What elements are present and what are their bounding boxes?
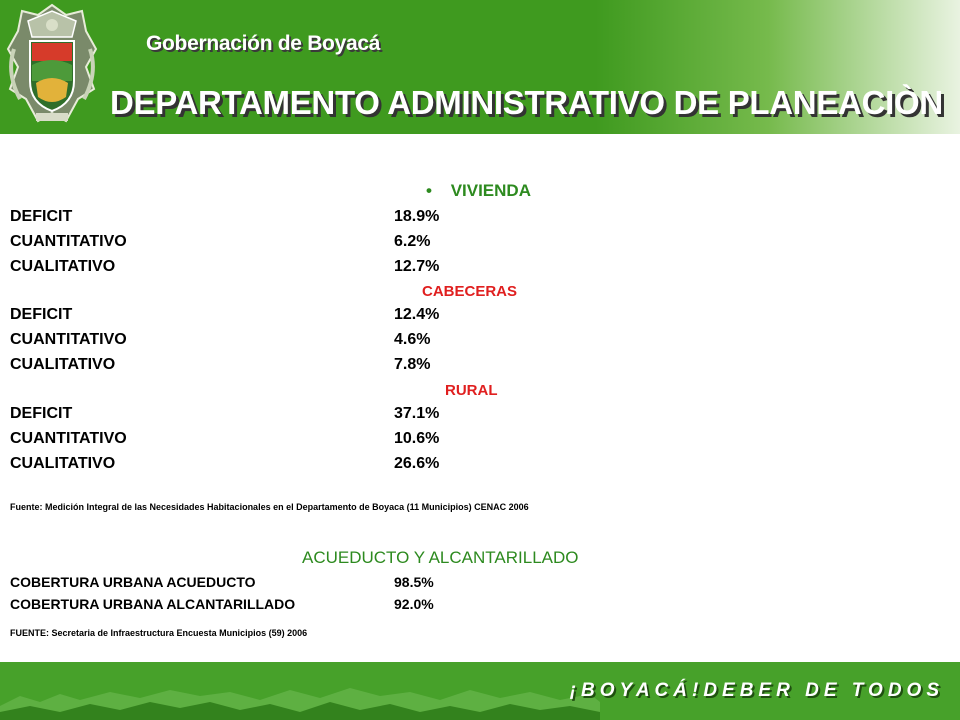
- row-label: COBERTURA URBANA ACUEDUCTO: [10, 574, 256, 590]
- row-value: 92.0%: [394, 596, 434, 612]
- row-value: 10.6%: [394, 430, 440, 447]
- cabeceras-heading: CABECERAS: [422, 283, 518, 300]
- header-banner: [0, 0, 960, 134]
- row-label: CUANTITATIVO: [10, 331, 127, 348]
- row-label: CUALITATIVO: [10, 258, 116, 275]
- table-row: [10, 306, 630, 330]
- department-title: DEPARTAMENTO ADMINISTRATIVO DE PLANEACIÒN: [110, 84, 943, 121]
- table-row: [10, 331, 630, 355]
- table-row: [10, 430, 630, 454]
- row-value: 12.4%: [394, 306, 440, 323]
- footer-banner: [0, 662, 960, 720]
- row-label: CUALITATIVO: [10, 356, 116, 373]
- table-row: [10, 208, 630, 232]
- rural-heading: RURAL: [445, 382, 498, 399]
- row-value: 37.1%: [394, 405, 440, 422]
- row-value: 18.9%: [394, 208, 440, 225]
- vivienda-title: VIVIENDA: [450, 181, 531, 200]
- org-name: Gobernación de Boyacá: [146, 32, 381, 55]
- vivienda-heading: [426, 181, 531, 201]
- row-value: 4.6%: [394, 331, 431, 348]
- row-value: 98.5%: [394, 574, 434, 590]
- row-value: 26.6%: [394, 455, 440, 472]
- source-note: Fuente: Medición Integral de las Necesidades Habitacionales en el Departamento de Boyaca (11 Municipios) CENAC 2006: [10, 502, 529, 512]
- row-label: CUALITATIVO: [10, 455, 116, 472]
- acueducto-heading: ACUEDUCTO Y ALCANTARILLADO: [302, 548, 579, 567]
- row-label: CUANTITATIVO: [10, 233, 127, 250]
- table-row: [10, 356, 630, 380]
- row-value: 12.7%: [394, 258, 440, 275]
- table-row: [10, 233, 630, 257]
- coat-of-arms-icon: [6, 3, 98, 129]
- table-row: [10, 596, 630, 616]
- row-label: DEFICIT: [10, 405, 73, 422]
- slogan: ¡BOYACÁ!DEBER DE TODOS: [569, 680, 944, 701]
- source-note: FUENTE: Secretaria de Infraestructura Encuesta Municipios (59) 2006: [10, 628, 308, 638]
- table-row: [10, 405, 630, 429]
- table-row: [10, 258, 630, 282]
- row-label: DEFICIT: [10, 306, 73, 323]
- row-label: COBERTURA URBANA ALCANTARILLADO: [10, 596, 296, 612]
- row-value: 6.2%: [394, 233, 431, 250]
- table-row: [10, 574, 630, 594]
- row-value: 7.8%: [394, 356, 431, 373]
- row-label: CUANTITATIVO: [10, 430, 127, 447]
- bullet-icon: •: [426, 181, 432, 200]
- row-label: DEFICIT: [10, 208, 73, 225]
- table-row: [10, 455, 630, 479]
